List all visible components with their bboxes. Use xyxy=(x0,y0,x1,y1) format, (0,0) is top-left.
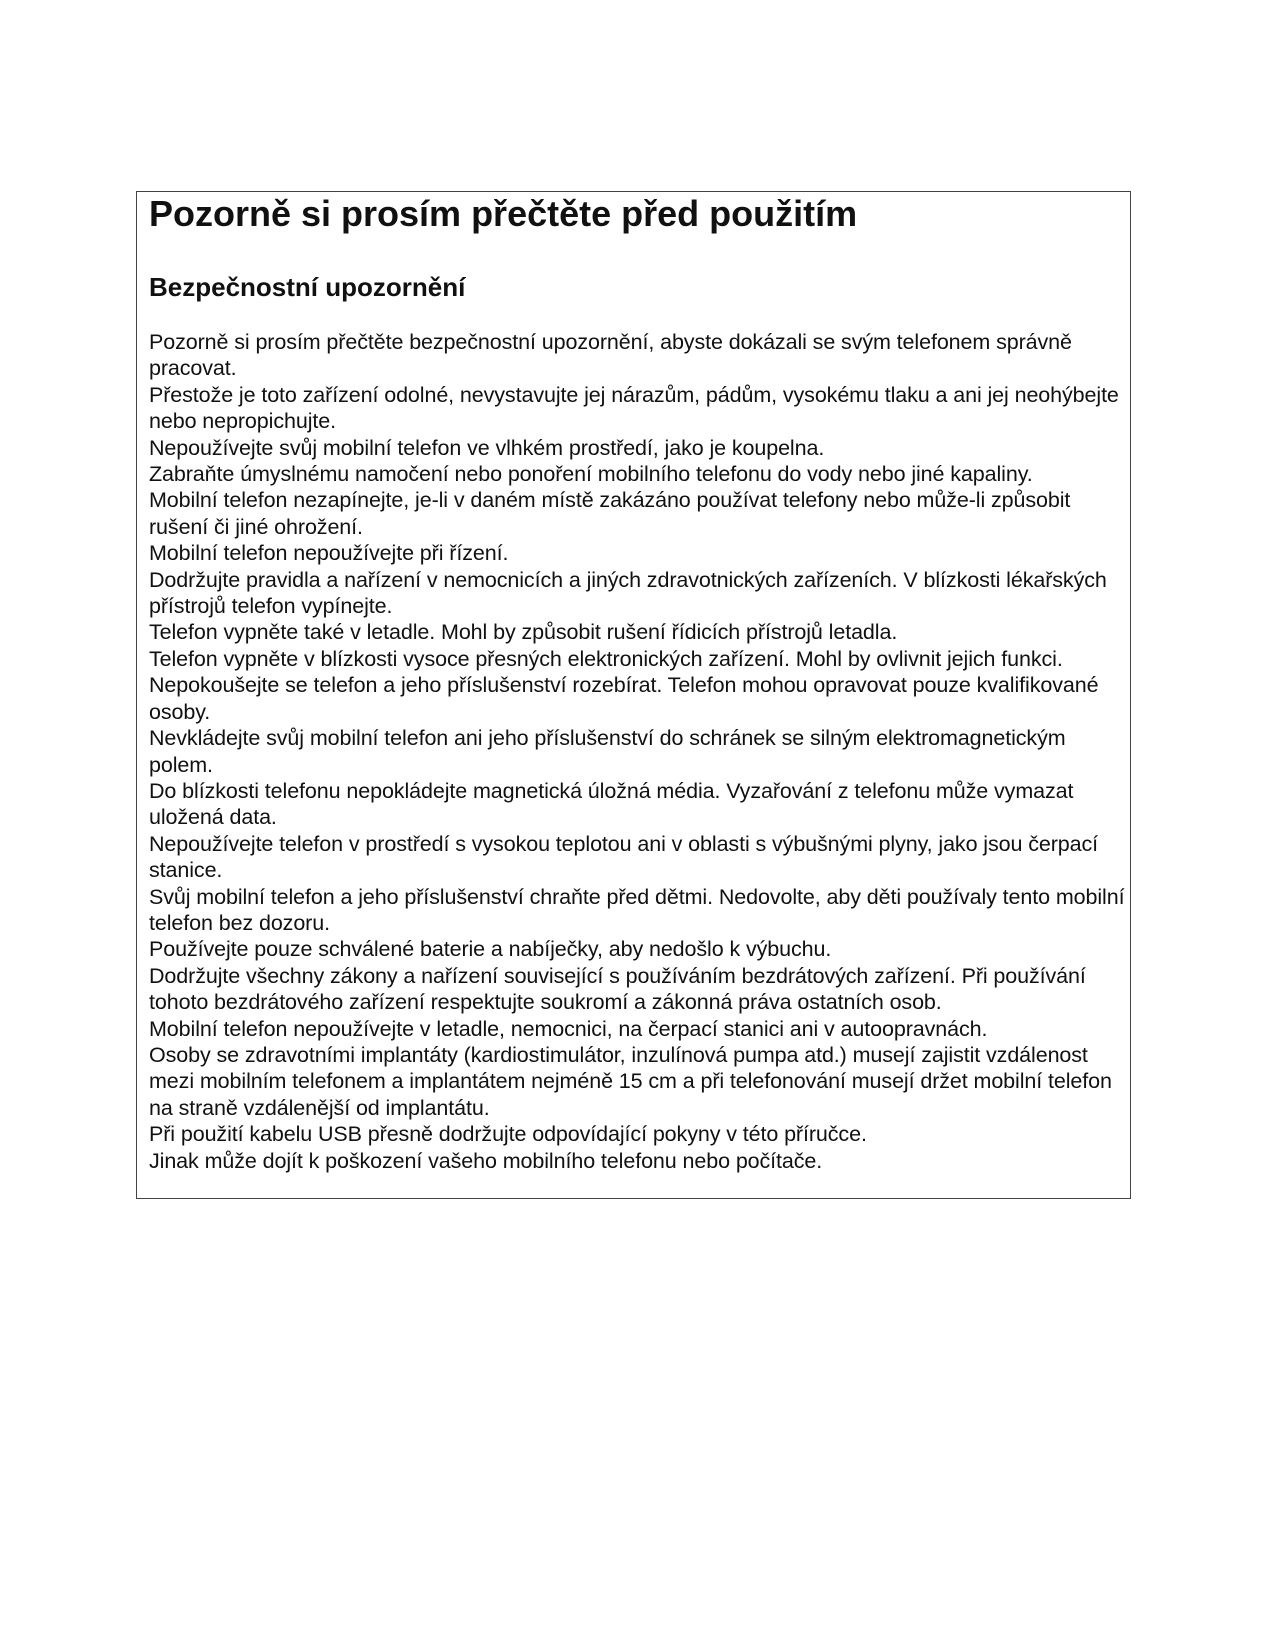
safety-warnings-list xyxy=(149,329,1129,1174)
paragraph: Jinak může dojít k poškození vašeho mobilního telefonu nebo počítače. xyxy=(149,1148,823,1173)
paragraph: Nepoužívejte telefon v prostředí s vysokou teplotou ani v oblasti s výbušnými plyny, jako jsou čerpací stanice. xyxy=(149,831,1099,883)
paragraph: Dodržujte pravidla a nařízení v nemocnicích a jiných zdravotnických zařízeních. V blízkosti lékařských přístrojů telefon vypínejte. xyxy=(149,567,1107,619)
paragraph: Nevkládejte svůj mobilní telefon ani jeho příslušenství do schránek se silným elektromagnetickým polem. xyxy=(149,726,1066,777)
section-heading: Bezpečnostní upozornění xyxy=(149,272,466,302)
page-title: Pozorně si prosím přečtěte před použitím xyxy=(149,193,858,234)
paragraph: Telefon vypněte v blízkosti vysoce přesných elektronických zařízení. Mohl by ovlivnit jejich funkci. xyxy=(149,646,1063,671)
paragraph: Nepokoušejte se telefon a jeho příslušenství rozebírat. Telefon mohou opravovat pouze kvalifikované osoby. xyxy=(149,673,1099,724)
paragraph: Při použití kabelu USB přesně dodržujte odpovídající pokyny v této příručce. xyxy=(149,1122,867,1147)
paragraph: Používejte pouze schválené baterie a nabíječky, aby nedošlo k výbuchu. xyxy=(149,937,832,962)
paragraph: Telefon vypněte také v letadle. Mohl by způsobit rušení řídicích přístrojů letadla. xyxy=(149,620,898,645)
paragraph: Přestože je toto zařízení odolné, nevystavujte jej nárazům, pádům, vysokému tlaku a ani jej neohýbejte nebo nepropichujte. xyxy=(149,382,1119,434)
paragraph: Dodržujte všechny zákony a nařízení související s používáním bezdrátových zařízení. Při používání tohoto bezdrátového zařízení respektujte soukromí a zákonná práva ostatních osob. xyxy=(149,963,1086,1015)
safety-notice-box xyxy=(136,191,1131,1199)
paragraph: Mobilní telefon nezapínejte, je-li v daném místě zakázáno používat telefony nebo může-li způsobit rušení či jiné ohrožení. xyxy=(149,488,1071,539)
paragraph: Pozorně si prosím přečtěte bezpečnostní upozornění, abyste dokázali se svým telefonem správně pracovat. xyxy=(149,330,1072,381)
paragraph: Zabraňte úmyslnému namočení nebo ponoření mobilního telefonu do vody nebo jiné kapaliny. xyxy=(149,462,1033,487)
paragraph: Osoby se zdravotními implantáty (kardiostimulátor, inzulínová pumpa atd.) musejí zajistit vzdálenost mezi mobilním telefonem a implantátem nejméně 15 cm a při telefonování musejí držet mobilní telefon na straně vzdálenější od implantátu. xyxy=(149,1042,1112,1120)
paragraph: Mobilní telefon nepoužívejte v letadle, nemocnici, na čerpací stanici ani v autoopravnách. xyxy=(149,1016,988,1041)
paragraph: Do blízkosti telefonu nepokládejte magnetická úložná média. Vyzařování z telefonu může vymazat uložená data. xyxy=(149,778,1074,830)
paragraph: Mobilní telefon nepoužívejte při řízení. xyxy=(149,541,509,566)
paragraph: Nepoužívejte svůj mobilní telefon ve vlhkém prostředí, jako je koupelna. xyxy=(149,435,825,460)
paragraph: Svůj mobilní telefon a jeho příslušenství chraňte před dětmi. Nedovolte, aby děti používaly tento mobilní telefon bez dozoru. xyxy=(149,884,1125,935)
